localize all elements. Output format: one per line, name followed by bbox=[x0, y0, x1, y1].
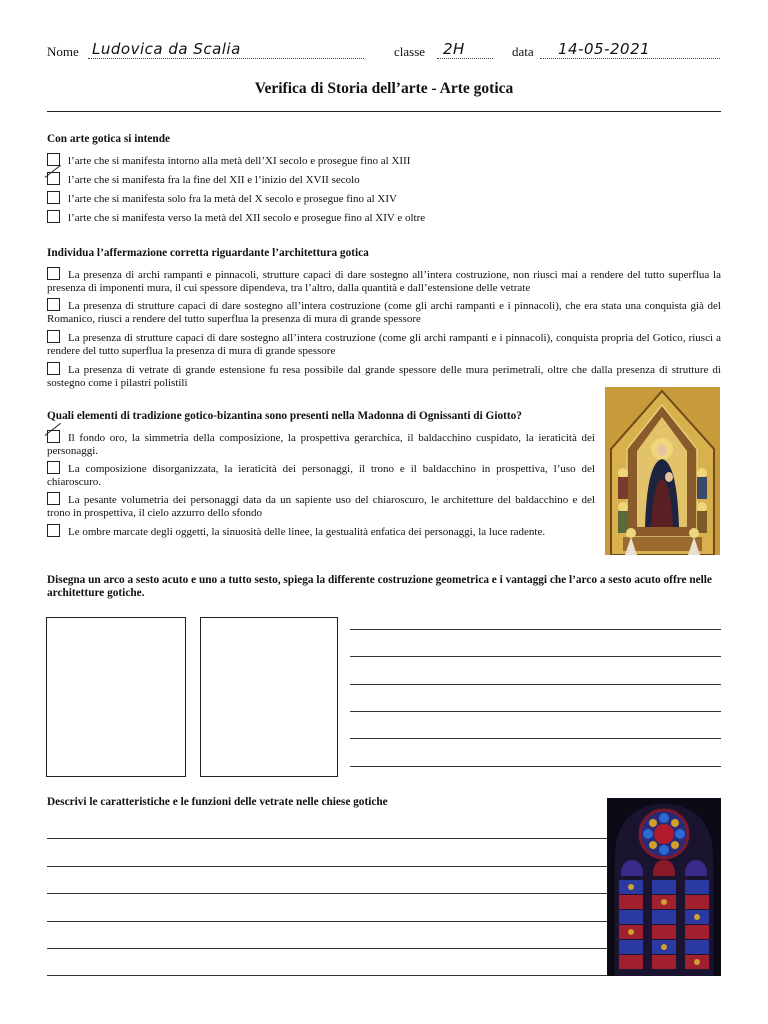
checkbox[interactable] bbox=[47, 461, 60, 474]
stained-glass-window-image bbox=[607, 798, 721, 976]
data-field[interactable] bbox=[540, 40, 720, 59]
q2-option-3-text: La presenza di strutture capaci di dare sostegno all’intera costruzione (come gli archi rampanti e i pinnacoli), conquista propria del Gotico, riuscì a rendere del tutto superflua la presenza di mura di grande spessore bbox=[47, 332, 721, 357]
q1-option-2[interactable] bbox=[47, 172, 360, 187]
q1-option-1[interactable] bbox=[47, 153, 410, 168]
answer-line[interactable] bbox=[47, 975, 607, 976]
q4-question: Disegna un arco a sesto acuto e uno a tutto sesto, spiega la differente costruzione geometrica e i vantaggi che l’arco a sesto acuto offre nelle architetture gotiche. bbox=[47, 574, 712, 599]
q3-option-3[interactable] bbox=[47, 492, 595, 519]
checkbox[interactable] bbox=[47, 524, 60, 537]
madonna-ognissanti-image bbox=[605, 387, 720, 555]
q1-question: Con arte gotica si intende bbox=[47, 133, 170, 145]
madonna-painting-svg bbox=[605, 387, 720, 555]
q3-option-3-text: La pesante volumetria dei personaggi data da un sapiente uso del chiaroscuro, le architetture del baldacchino e del trono in prospettiva, il cielo azzurro dello sfondo bbox=[47, 494, 595, 519]
q1-option-4-text: l’arte che si manifesta verso la metà del XII secolo e prosegue fino al XIV e oltre bbox=[68, 212, 426, 224]
q3-option-1[interactable] bbox=[47, 430, 595, 457]
answer-line[interactable] bbox=[350, 711, 721, 712]
answer-line[interactable] bbox=[350, 684, 721, 685]
q1-option-4[interactable] bbox=[47, 210, 425, 225]
q3-option-2-text: La composizione disorganizzata, la ieraticità dei personaggi, il trono e il baldacchino in prospettiva, l’uso del chiaroscuro. bbox=[47, 463, 595, 488]
q2-option-1-text: La presenza di archi rampanti e pinnacoli, strutture capaci di dare sostegno all’intera costruzione, non riuscì mai a rendere del tutto superflua la presenza di imponenti mura, il cui spessore dipendeva, tra l’altro, dalla quantità e dall’estensione delle vetrate bbox=[47, 269, 721, 294]
stained-glass-svg bbox=[607, 798, 721, 976]
checkbox[interactable] bbox=[47, 362, 60, 375]
checkbox[interactable] bbox=[47, 330, 60, 343]
drawing-box-pointed-arch[interactable] bbox=[46, 617, 186, 777]
q3-option-4-text: Le ombre marcate degli oggetti, la sinuosità delle linee, la gestualità enfatica dei personaggi, la luce radente. bbox=[68, 526, 546, 538]
q2-option-2-text: La presenza di strutture capaci di dare sostegno all’intera costruzione (come gli archi rampanti e i pinnacoli), che era stata una conquista già del Romanico, riuscì a rendere del tutto superflua la presenza di mura di grande spessore bbox=[47, 300, 721, 325]
checkbox[interactable] bbox=[47, 492, 60, 505]
q5-question: Descrivi le caratteristiche e le funzioni delle vetrate nelle chiese gotiche bbox=[47, 796, 388, 808]
q2-option-1[interactable] bbox=[47, 267, 721, 294]
q3-option-1-text: Il fondo oro, la simmetria della composizione, la prospettiva gerarchica, il baldacchino cuspidato, la ieraticità dei personaggi. bbox=[47, 432, 595, 457]
drawing-box-round-arch[interactable] bbox=[200, 617, 338, 777]
page-title: Verifica di Storia dell’arte - Arte gotica bbox=[254, 80, 514, 97]
answer-line[interactable] bbox=[47, 893, 607, 894]
data-label: data bbox=[512, 44, 534, 59]
data-value: 14-05-2021 bbox=[558, 40, 651, 58]
answer-line[interactable] bbox=[47, 838, 607, 839]
answer-line[interactable] bbox=[350, 656, 721, 657]
classe-label: classe bbox=[394, 44, 426, 59]
q1-option-1-text: l’arte che si manifesta intorno alla metà dell’XI secolo e prosegue fino al XIII bbox=[68, 155, 411, 167]
q2-option-4[interactable] bbox=[47, 362, 721, 389]
q2-option-4-text: La presenza di vetrate di grande estensione fu resa possibile dal grande spessore delle mura perimetrali, oltre che dalla presenza di strutture di sostegno come i pilastri polistili bbox=[47, 364, 721, 389]
q2-question: Individua l’affermazione corretta riguardante l’architettura gotica bbox=[47, 247, 369, 259]
answer-line[interactable] bbox=[350, 629, 721, 630]
checkbox[interactable] bbox=[47, 298, 60, 311]
q3-option-2[interactable] bbox=[47, 461, 595, 488]
classe-field[interactable] bbox=[437, 40, 493, 59]
nome-field[interactable] bbox=[88, 40, 364, 59]
nome-label: Nome bbox=[47, 44, 79, 59]
q3-question: Quali elementi di tradizione gotico-bizantina sono presenti nella Madonna di Ognissanti di Giotto? bbox=[47, 410, 522, 422]
checkbox[interactable] bbox=[47, 153, 60, 166]
answer-line[interactable] bbox=[47, 866, 607, 867]
answer-line[interactable] bbox=[350, 766, 721, 767]
q1-option-3-text: l’arte che si manifesta solo fra la metà del X secolo e prosegue fino al XIV bbox=[68, 193, 397, 205]
checkbox[interactable] bbox=[47, 210, 60, 223]
checkbox[interactable] bbox=[47, 267, 60, 280]
nome-value: Ludovica da Scalia bbox=[92, 40, 241, 58]
answer-line[interactable] bbox=[47, 948, 607, 949]
q2-option-2[interactable] bbox=[47, 298, 721, 325]
checkbox[interactable] bbox=[47, 191, 60, 204]
q1-option-3[interactable] bbox=[47, 191, 397, 206]
q3-option-4[interactable] bbox=[47, 524, 595, 539]
q1-option-2-text: l’arte che si manifesta fra la fine del XII e l’inizio del XVII secolo bbox=[68, 174, 360, 186]
answer-line[interactable] bbox=[47, 921, 607, 922]
checkbox-checked[interactable] bbox=[47, 430, 60, 443]
title-divider bbox=[47, 111, 721, 112]
q2-option-3[interactable] bbox=[47, 330, 721, 357]
answer-line[interactable] bbox=[350, 738, 721, 739]
checkbox-checked[interactable] bbox=[47, 172, 60, 185]
classe-value: 2H bbox=[443, 40, 465, 58]
